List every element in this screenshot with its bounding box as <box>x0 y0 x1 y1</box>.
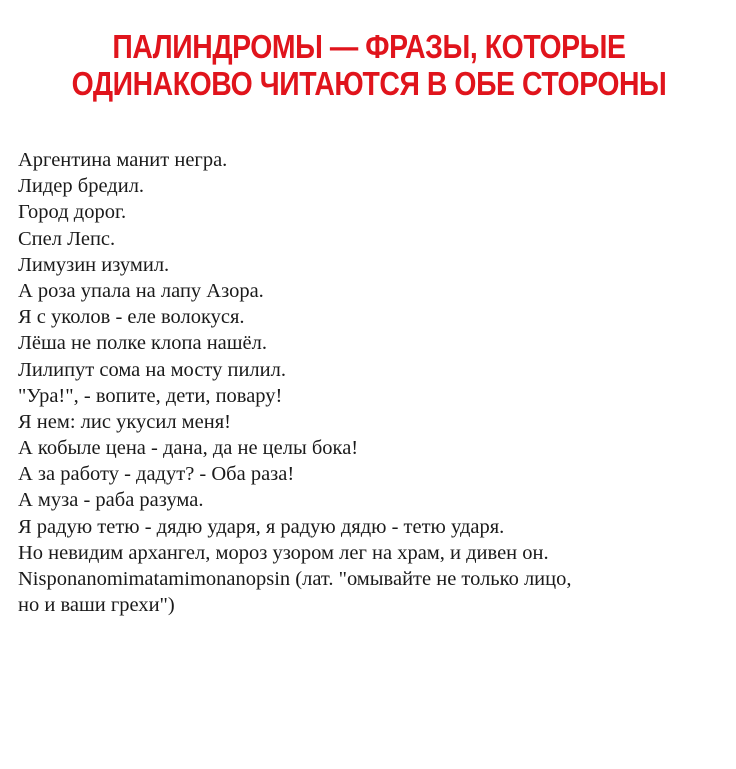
palindrome-line: Город дорог. <box>18 201 127 224</box>
palindrome-line: но и ваши грехи") <box>18 594 175 617</box>
palindrome-list <box>18 147 728 618</box>
palindrome-line: Лёша не полке клопа нашёл. <box>18 332 268 355</box>
palindrome-line: Лидер бредил. <box>18 175 145 198</box>
palindrome-line: Лимузин изумил. <box>18 253 170 276</box>
palindrome-line: Но невидим архангел, мороз узором лег на храм, и дивен он. <box>18 541 549 564</box>
page-title <box>53 28 686 102</box>
title-line-1: ПАЛИНДРОМЫ — ФРАЗЫ, КОТОРЫЕ <box>112 28 626 65</box>
palindrome-line: "Ура!", - вопите, дети, повару! <box>18 384 283 407</box>
palindrome-line: Nisponanomimatamimonanopsin (лат. "омывайте не только лицо, <box>18 568 572 590</box>
title-line-2: ОДИНАКОВО ЧИТАЮТСЯ В ОБЕ СТОРОНЫ <box>71 65 667 102</box>
palindrome-line: Лилипут сома на мосту пилил. <box>18 358 286 381</box>
palindrome-line: А роза упала на лапу Азора. <box>18 279 264 302</box>
palindrome-line: Аргентина манит негра. <box>18 149 228 171</box>
palindrome-line: А кобыле цена - дана, да не целы бока! <box>18 437 359 460</box>
palindrome-line: А за работу - дадут? - Оба раза! <box>18 463 295 486</box>
palindrome-line: Я радую тетю - дядю ударя, я радую дядю - тетю ударя. <box>18 515 505 538</box>
palindrome-line: Спел Лепс. <box>18 227 116 250</box>
palindrome-line: Я нем: лис укусил меня! <box>18 410 231 433</box>
palindrome-line: А муза - раба разума. <box>18 489 204 512</box>
palindrome-line: Я с уколов - еле волокуся. <box>18 306 245 329</box>
